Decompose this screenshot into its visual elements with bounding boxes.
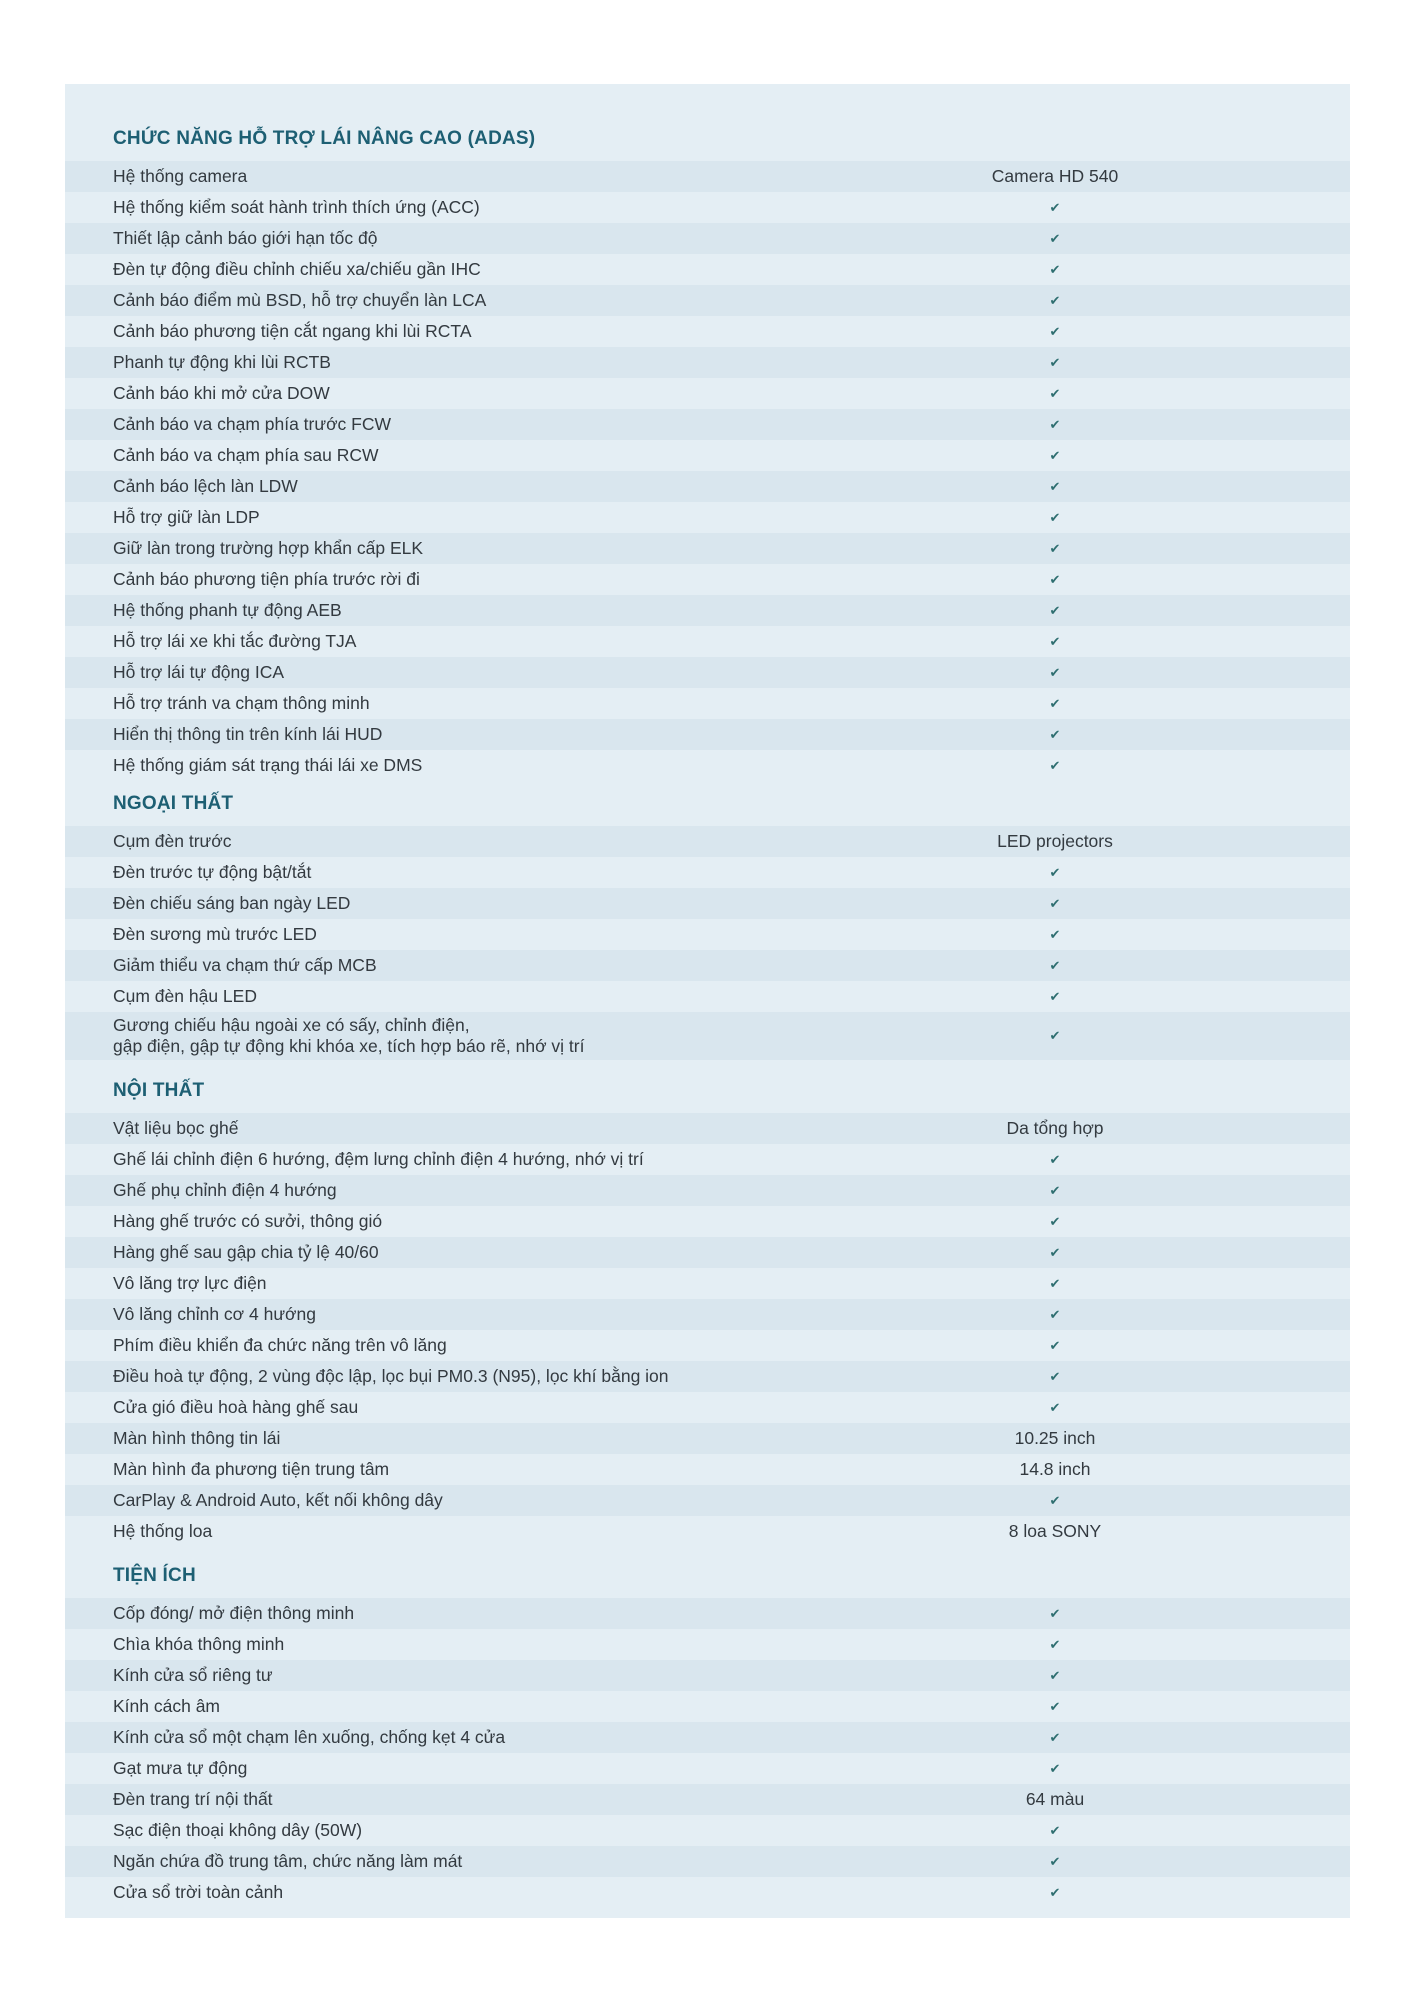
- spec-row: [65, 502, 1350, 533]
- check-icon: ✔: [1049, 726, 1061, 742]
- spec-label: Màn hình đa phương tiện trung tâm: [113, 1459, 390, 1479]
- spec-label: Giảm thiểu va chạm thứ cấp MCB: [113, 955, 377, 975]
- spec-label: Điều hoà tự động, 2 vùng độc lập, lọc bụi PM0.3 (N95), lọc khí bằng ion: [113, 1366, 669, 1386]
- spec-row: [65, 409, 1350, 440]
- check-icon: ✔: [1049, 1213, 1061, 1229]
- spec-label: Hệ thống loa: [113, 1521, 213, 1541]
- check-icon: ✔: [1049, 1028, 1061, 1043]
- check-icon: ✔: [1049, 261, 1061, 277]
- spec-value: Camera HD 540: [991, 166, 1119, 186]
- spec-label: Giữ làn trong trường hợp khẩn cấp ELK: [113, 538, 424, 558]
- check-icon: ✔: [1049, 695, 1061, 711]
- spec-row: [65, 981, 1350, 1012]
- spec-label: Đèn tự động điều chỉnh chiếu xa/chiếu gần IHC: [113, 259, 481, 279]
- spec-row: [65, 1012, 1350, 1060]
- spec-label: Hàng ghế sau gập chia tỷ lệ 40/60: [113, 1242, 379, 1262]
- check-icon: ✔: [1049, 602, 1061, 618]
- check-icon: ✔: [1049, 988, 1061, 1004]
- spec-label: Hỗ trợ tránh va chạm thông minh: [113, 693, 370, 713]
- check-icon: ✔: [1049, 664, 1061, 680]
- spec-label: Hỗ trợ giữ làn LDP: [113, 507, 260, 527]
- spec-label: Vật liệu bọc ghế: [113, 1118, 239, 1138]
- section-adas: [65, 116, 1350, 781]
- spec-row: [65, 688, 1350, 719]
- check-icon: ✔: [1049, 1822, 1061, 1838]
- check-icon: ✔: [1049, 1636, 1061, 1652]
- check-icon: ✔: [1049, 416, 1061, 432]
- spec-label: Sạc điện thoại không dây (50W): [113, 1820, 363, 1840]
- spec-row: [65, 1877, 1350, 1908]
- spec-sheet: [65, 84, 1350, 1918]
- spec-label: Kính cách âm: [113, 1696, 220, 1716]
- spec-row: [65, 378, 1350, 409]
- spec-row: [65, 254, 1350, 285]
- check-icon: ✔: [1049, 757, 1061, 773]
- spec-label: Cảnh báo va chạm phía sau RCW: [113, 445, 379, 465]
- spec-label: Cảnh báo lệch làn LDW: [113, 476, 298, 496]
- spec-label: Hệ thống kiểm soát hành trình thích ứng (ACC): [113, 197, 480, 217]
- spec-row: [65, 657, 1350, 688]
- spec-row: [65, 1392, 1350, 1423]
- spec-row: [65, 1691, 1350, 1722]
- spec-label: Đèn trang trí nội thất: [113, 1789, 273, 1809]
- spec-row: [65, 950, 1350, 981]
- spec-label: CarPlay & Android Auto, kết nối không dây: [113, 1490, 443, 1510]
- section-title: TIỆN ÍCH: [113, 1565, 196, 1586]
- spec-row: [65, 1144, 1350, 1175]
- check-icon: ✔: [1049, 1729, 1061, 1745]
- check-icon: ✔: [1049, 1306, 1061, 1322]
- spec-label: Đèn chiếu sáng ban ngày LED: [113, 893, 351, 913]
- spec-value: LED projectors: [997, 831, 1113, 851]
- spec-row: [65, 564, 1350, 595]
- spec-value: 10.25 inch: [1014, 1428, 1096, 1448]
- check-icon: ✔: [1049, 385, 1061, 401]
- section-ngoai-that: [65, 781, 1350, 1060]
- spec-label: Đèn sương mù trước LED: [113, 924, 317, 944]
- check-icon: ✔: [1049, 478, 1061, 494]
- check-icon: ✔: [1049, 1337, 1061, 1353]
- spec-label: Hệ thống giám sát trạng thái lái xe DMS: [113, 755, 423, 775]
- spec-label: Ghế phụ chỉnh điện 4 hướng: [113, 1180, 337, 1200]
- section-title: NGOẠI THẤT: [113, 793, 234, 814]
- check-icon: ✔: [1049, 447, 1061, 463]
- check-icon: ✔: [1049, 1244, 1061, 1260]
- spec-row: [65, 1423, 1350, 1454]
- spec-row: [65, 1175, 1350, 1206]
- check-icon: ✔: [1049, 1605, 1061, 1621]
- spec-row: [65, 826, 1350, 857]
- check-icon: ✔: [1049, 1151, 1061, 1167]
- spec-label: Thiết lập cảnh báo giới hạn tốc độ: [113, 228, 378, 248]
- spec-row: [65, 533, 1350, 564]
- spec-row: [65, 1815, 1350, 1846]
- spec-value: Da tổng hợp: [1006, 1118, 1104, 1138]
- spec-label: Ngăn chứa đồ trung tâm, chức năng làm mát: [113, 1851, 463, 1871]
- spec-label: Màn hình thông tin lái: [113, 1428, 281, 1448]
- section-title: NỘI THẤT: [113, 1080, 205, 1101]
- spec-row: [65, 1629, 1350, 1660]
- spec-value: 8 loa SONY: [1008, 1521, 1102, 1541]
- spec-label: Cụm đèn trước: [113, 831, 232, 851]
- spec-label-line: Gương chiếu hậu ngoài xe có sấy, chỉnh điện,: [113, 1015, 470, 1035]
- section-title: CHỨC NĂNG HỖ TRỢ LÁI NÂNG CAO (ADAS): [113, 128, 536, 149]
- spec-row: [65, 919, 1350, 950]
- check-icon: ✔: [1049, 1667, 1061, 1683]
- spec-value: 64 màu: [1025, 1789, 1085, 1809]
- spec-label: Cửa gió điều hoà hàng ghế sau: [113, 1397, 359, 1417]
- check-icon: ✔: [1049, 571, 1061, 587]
- check-icon: ✔: [1049, 957, 1061, 973]
- spec-value: 14.8 inch: [1019, 1459, 1091, 1479]
- spec-label: Ghế lái chỉnh điện 6 hướng, đệm lưng chỉnh điện 4 hướng, nhớ vị trí: [113, 1149, 644, 1169]
- check-icon: ✔: [1049, 540, 1061, 556]
- spec-row: [65, 1113, 1350, 1144]
- check-icon: ✔: [1049, 323, 1061, 339]
- spec-label: Cảnh báo phương tiện cắt ngang khi lùi RCTA: [113, 321, 472, 341]
- check-icon: ✔: [1049, 926, 1061, 942]
- spec-row: [65, 1206, 1350, 1237]
- spec-row: [65, 1268, 1350, 1299]
- spec-label: Vô lăng chỉnh cơ 4 hướng: [113, 1304, 316, 1324]
- check-icon: ✔: [1049, 230, 1061, 246]
- spec-label: Kính cửa sổ một chạm lên xuống, chống kẹt 4 cửa: [113, 1727, 506, 1747]
- spec-label: Cụm đèn hậu LED: [113, 986, 257, 1006]
- check-icon: ✔: [1049, 1698, 1061, 1714]
- spec-row: [65, 1237, 1350, 1268]
- spec-label: Phím điều khiển đa chức năng trên vô lăng: [113, 1335, 447, 1355]
- spec-row: [65, 192, 1350, 223]
- spec-label: Cảnh báo phương tiện phía trước rời đi: [113, 569, 420, 589]
- spec-label: Vô lăng trợ lực điện: [113, 1273, 267, 1293]
- spec-row: [65, 1598, 1350, 1629]
- spec-label: Đèn trước tự động bật/tắt: [113, 862, 312, 882]
- spec-label: Hệ thống phanh tự động AEB: [113, 600, 342, 620]
- check-icon: ✔: [1049, 1368, 1061, 1384]
- check-icon: ✔: [1049, 509, 1061, 525]
- spec-row: [65, 1299, 1350, 1330]
- check-icon: ✔: [1049, 864, 1061, 880]
- spec-label: Cảnh báo va chạm phía trước FCW: [113, 414, 392, 434]
- spec-row: [65, 750, 1350, 781]
- check-icon: ✔: [1049, 1275, 1061, 1291]
- spec-row: [65, 1846, 1350, 1877]
- spec-label-line: gập điện, gập tự động khi khóa xe, tích hợp báo rẽ, nhớ vị trí: [113, 1036, 585, 1056]
- spec-label: Chìa khóa thông minh: [113, 1634, 285, 1654]
- check-icon: ✔: [1049, 1884, 1061, 1900]
- spec-row: [65, 595, 1350, 626]
- spec-row: [65, 471, 1350, 502]
- check-icon: ✔: [1049, 1760, 1061, 1776]
- spec-row: [65, 1516, 1350, 1547]
- section-noi-that: [65, 1068, 1350, 1547]
- spec-row: [65, 316, 1350, 347]
- check-icon: ✔: [1049, 1399, 1061, 1415]
- spec-row: [65, 347, 1350, 378]
- check-icon: ✔: [1049, 895, 1061, 911]
- check-icon: ✔: [1049, 199, 1061, 215]
- spec-label: Hiển thị thông tin trên kính lái HUD: [113, 724, 383, 744]
- spec-row: [65, 1722, 1350, 1753]
- spec-row: [65, 1361, 1350, 1392]
- spec-label: Cảnh báo khi mở cửa DOW: [113, 383, 330, 403]
- spec-row: [65, 1454, 1350, 1485]
- spec-row: [65, 626, 1350, 657]
- spec-row: [65, 161, 1350, 192]
- spec-row: [65, 1753, 1350, 1784]
- spec-row: [65, 1485, 1350, 1516]
- spec-label: Hỗ trợ lái xe khi tắc đường TJA: [113, 631, 357, 651]
- section-tien-ich: [65, 1553, 1350, 1908]
- check-icon: ✔: [1049, 1182, 1061, 1198]
- spec-row: [65, 719, 1350, 750]
- check-icon: ✔: [1049, 1492, 1061, 1508]
- check-icon: ✔: [1049, 354, 1061, 370]
- spec-row: [65, 888, 1350, 919]
- check-icon: ✔: [1049, 292, 1061, 308]
- spec-label: Cảnh báo điểm mù BSD, hỗ trợ chuyển làn LCA: [113, 290, 487, 310]
- spec-row: [65, 1330, 1350, 1361]
- check-icon: ✔: [1049, 633, 1061, 649]
- spec-row: [65, 223, 1350, 254]
- spec-label: Phanh tự động khi lùi RCTB: [113, 352, 331, 372]
- spec-label: Hỗ trợ lái tự động ICA: [113, 662, 285, 682]
- spec-row: [65, 285, 1350, 316]
- spec-label: Kính cửa sổ riêng tư: [113, 1665, 273, 1685]
- spec-label: Cốp đóng/ mở điện thông minh: [113, 1603, 355, 1623]
- spec-row: [65, 857, 1350, 888]
- spec-row: [65, 440, 1350, 471]
- spec-row: [65, 1660, 1350, 1691]
- spec-label: [65, 1015, 825, 1057]
- spec-row: [65, 1784, 1350, 1815]
- spec-label: Hàng ghế trước có sưởi, thông gió: [113, 1211, 383, 1231]
- spec-label: Gạt mưa tự động: [113, 1758, 248, 1778]
- spec-label: Cửa sổ trời toàn cảnh: [113, 1882, 284, 1902]
- check-icon: ✔: [1049, 1853, 1061, 1869]
- spec-label: Hệ thống camera: [113, 166, 248, 186]
